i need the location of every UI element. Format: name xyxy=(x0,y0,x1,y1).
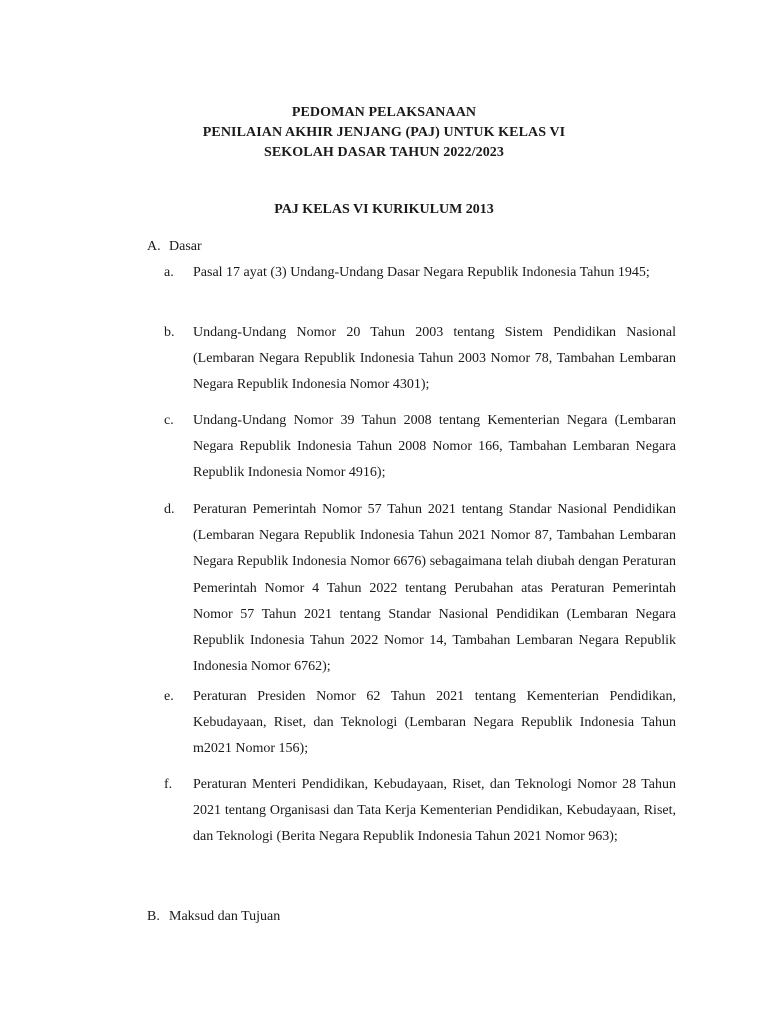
document-title xyxy=(0,103,768,163)
section-b-title: Maksud dan Tujuan xyxy=(169,909,281,924)
list-item-d xyxy=(164,497,676,680)
list-text-d: Peraturan Pemerintah Nomor 57 Tahun 2021 tentang Standar Nasional Pendidikan (Lembaran Negara Republik Indonesia Tahun 2021 Nomor 87, Tambahan Lembaran Negara Republik Indonesia Nomor 6676) sebagaimana telah diubah dengan Peraturan Pemerintah Nomor 4 Tahun 2022 tentang Perubahan atas Peraturan Pemerintah Nomor 57 Tahun 2021 tentang Standar Nasional Pendidikan (Lembaran Negara Republik Indonesia Tahun 2022 Nomor 14, Tambahan Lembaran Negara Republik Indonesia Nomor 6762); xyxy=(193,502,676,675)
list-marker-f: f. xyxy=(164,777,173,792)
list-text-c: Undang-Undang Nomor 39 Tahun 2008 tentang Kementerian Negara (Lembaran Negara Republik Indonesia Tahun 2008 Nomor 166, Tambahan Lembaran Negara Republik Indonesia Nomor 4916); xyxy=(193,413,676,481)
list-item-f xyxy=(164,772,676,851)
section-a-title: Dasar xyxy=(169,239,202,254)
section-b-heading xyxy=(147,907,280,927)
document-subtitle: PAJ KELAS VI KURIKULUM 2013 xyxy=(274,202,494,217)
title-line-2: PENILAIAN AKHIR JENJANG (PAJ) UNTUK KELAS VI xyxy=(202,125,566,140)
list-text-b: Undang-Undang Nomor 20 Tahun 2003 tentang Sistem Pendidikan Nasional (Lembaran Negara Republik Indonesia Tahun 2003 Nomor 78, Tambahan Lembaran Negara Republik Indonesia Nomor 4301); xyxy=(193,325,676,393)
title-line-1: PEDOMAN PELAKSANAAN xyxy=(291,105,477,120)
list-text-e: Peraturan Presiden Nomor 62 Tahun 2021 tentang Kementerian Pendidikan, Kebudayaan, Riset, dan Teknologi (Lembaran Negara Republik Indonesia Tahun m2021 Nomor 156); xyxy=(193,689,676,757)
list-marker-d: d. xyxy=(164,502,175,517)
section-a-letter: A. xyxy=(147,239,161,254)
list-text-f: Peraturan Menteri Pendidikan, Kebudayaan, Riset, dan Teknologi Nomor 28 Tahun 2021 tentang Organisasi dan Tata Kerja Kementerian Pendidikan, Kebudayaan, Riset, dan Teknologi (Berita Negara Republik Indonesia Tahun 2021 Nomor 963); xyxy=(193,777,676,845)
list-marker-b: b. xyxy=(164,325,175,340)
title-line-3: SEKOLAH DASAR TAHUN 2022/2023 xyxy=(263,145,505,160)
list-marker-c: c. xyxy=(164,413,174,428)
list-item-a xyxy=(164,260,676,286)
list-item-c xyxy=(164,408,676,487)
section-b-letter: B. xyxy=(147,909,160,924)
list-marker-a: a. xyxy=(164,265,174,280)
section-a-heading xyxy=(147,237,202,257)
list-item-b xyxy=(164,320,676,399)
list-text-a: Pasal 17 ayat (3) Undang-Undang Dasar Negara Republik Indonesia Tahun 1945; xyxy=(193,265,650,280)
list-marker-e: e. xyxy=(164,689,174,704)
list-item-e xyxy=(164,684,676,763)
